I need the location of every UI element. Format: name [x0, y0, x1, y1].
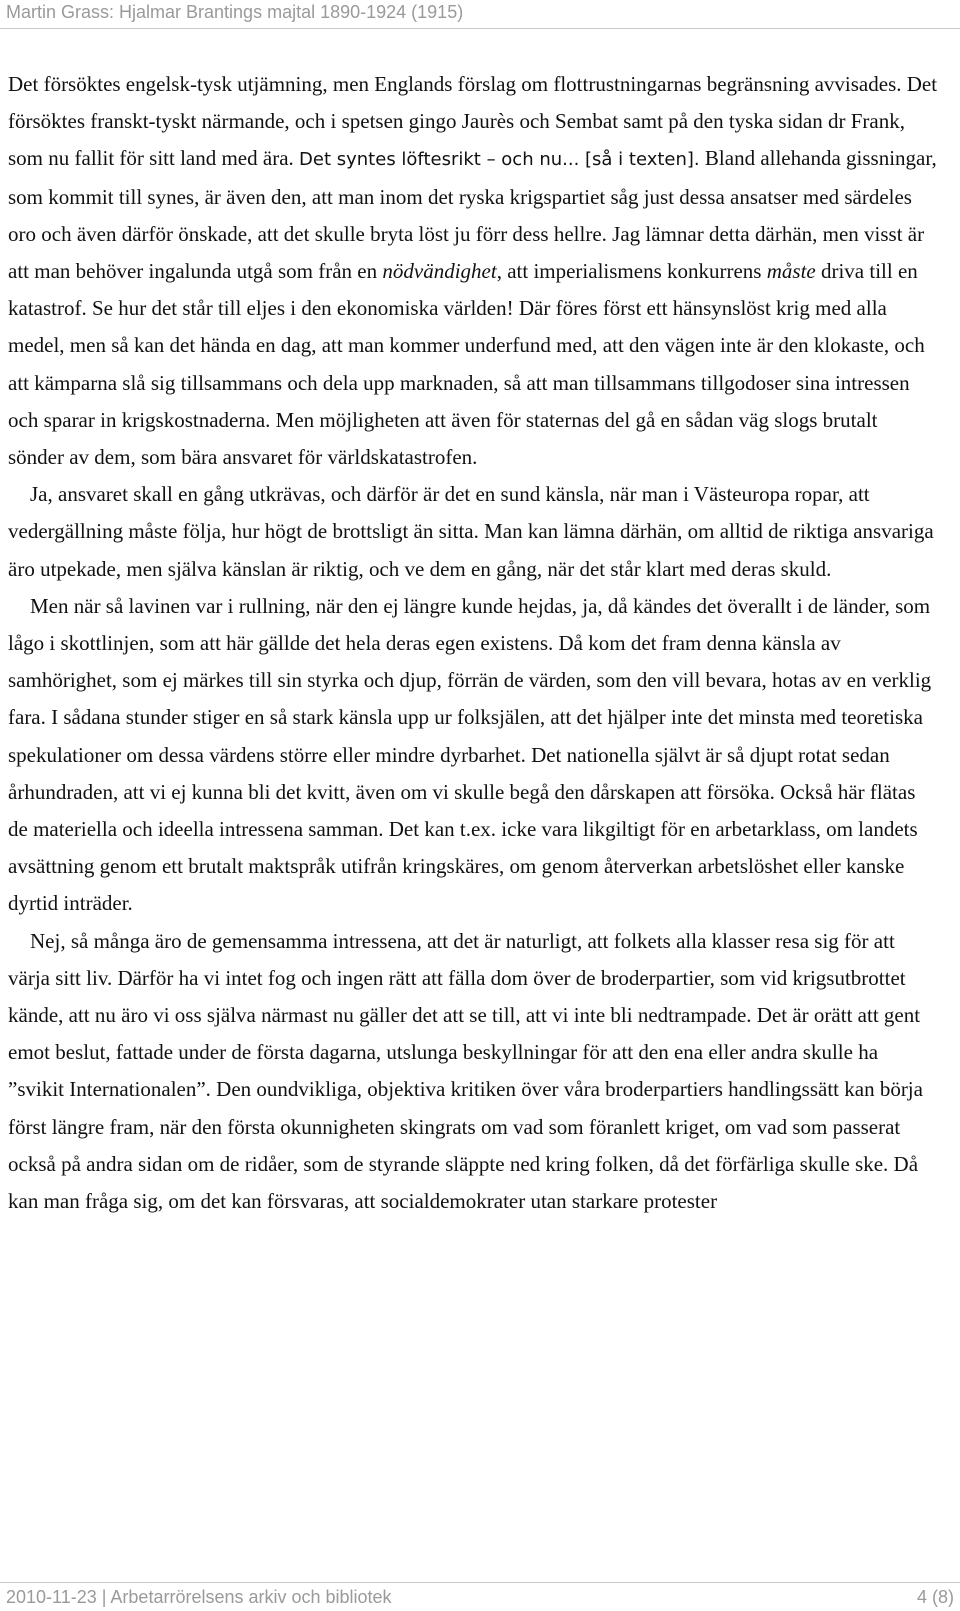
- running-header: Martin Grass: Hjalmar Brantings majtal 1890-1924 (1915): [6, 2, 464, 22]
- document-body: [8, 66, 938, 1220]
- paragraph: [8, 66, 938, 476]
- page-number: 4 (8): [916, 1587, 954, 1607]
- footer-date-source: 2010-11-23 | Arbetarrörelsens arkiv och bibliotek: [6, 1587, 392, 1607]
- emphasis: måste: [766, 259, 816, 284]
- paragraph: Men när så lavinen var i rullning, när den ej längre kunde hejdas, ja, då kändes det överallt i de länder, som lågo i skottlinjen, som att här gällde det hela deras egen existens. Då kom det fram denna känsla av samhörighet, som ej märkes till sin styrka och djup, förrän de värden, som den vill bevara, hotas av en verklig fara. I sådana stunder stiger en så stark känsla upp ur folksjälen, att det hjälper inte det minsta med teoretiska spekulationer om dessa värdens större eller mindre dyrbarhet. Det nationella självt är så djupt rotat sedan århundraden, att vi ej kunna bli det kvitt, även om vi skulle begå den dårskapen att försöka. Också här flätas de materiella och ideella intressena samman. Det kan t.ex. icke vara likgiltigt för en arbetarklass, om landets avsättning genom ett brutalt maktspråk utifrån kringskäres, om genom återverkan arbetslöshet eller kanske dyrtid inträder.: [8, 593, 932, 916]
- paragraph: Ja, ansvaret skall en gång utkrävas, och därför är det en sund känsla, när man i Västeuropa ropar, att vedergällning måste följa, hur högt de brottsligt än sitta. Man kan lämna därhän, om alltid de riktiga ansvariga äro utpekade, men själva känslan är riktig, och ve dem en gång, när det står klart med deras skuld.: [8, 482, 934, 581]
- paragraph-text: Det försöktes engelsk-tysk utjämning, men Englands förslag om flottrustningarnas begränsning avvisades. Det försöktes franskt-tyskt närmande, och i spetsen gingo Jaurès och Sembat samt på den tyska sidan dr Frank, som nu fallit för sitt land med ära.: [8, 72, 938, 171]
- paragraph-text: Bland allehanda gissningar, som kommit till synes, är även den, att man inom det ryska krigspartiet såg just dessa ansatser med särdeles oro och även därför önskade, att det skulle bryta löst ju förr dess hellre. Jag lämnar detta därhän, men visst är att man behöver ingalunda utgå som från en: [8, 146, 937, 284]
- paragraph-text: driva till en katastrof. Se hur det står till eljes i den ekonomiska världen! Där föres först ett hänsynslöst krig med alla medel, men så kan det hända en dag, att man kommer underfund med, att den vägen inte är den klokaste, och att kämparna slå sig tillsammans och dela upp marknaden, så att man tillsammans tillgodoser sina intressen och sparar in krigskostnaderna. Men möjligheten att även för staternas del gå en sådan väg slogs brutalt sönder av dem, som bära ansvaret för världskatastrofen.: [8, 259, 925, 470]
- emphasis: nödvändighet: [382, 259, 497, 284]
- paragraph: Nej, så många äro de gemensamma intressena, att det är naturligt, att folkets alla klasser resa sig för att värja sitt liv. Därför ha vi intet fog och ingen rätt att fälla dom över de broderpartier, som vid krigsutbrottet kände, att nu äro vi oss själva närmast nu gäller det att se till, att vi inte bli nedtrampade. Det är orätt att gent emot beslut, fattade under de första dagarna, utslunga beskyllningar för att den ena eller andra skulle ha ”svikit Internationalen”. Den oundvikliga, objektiva kritiken över våra broderpartiers handlingssätt kan börja först längre fram, när den första okunnigheten skingrats om vad som föranlett kriget, om vad som passerat också på andra sidan om de ridåer, som de styrande släppte ned kring folken, då det förfärliga skulle ske. Då kan man fråga sig, om det kan försvaras, att socialdemokrater utan starkare protester: [8, 928, 923, 1214]
- header-divider: [0, 28, 960, 29]
- paragraph-text: , att imperialismens konkurrens: [496, 259, 762, 284]
- footer-divider: [0, 1582, 960, 1583]
- editorial-note: Det syntes löftesrikt – och nu... [så i texten].: [299, 149, 700, 171]
- page-footer: [6, 1586, 954, 1608]
